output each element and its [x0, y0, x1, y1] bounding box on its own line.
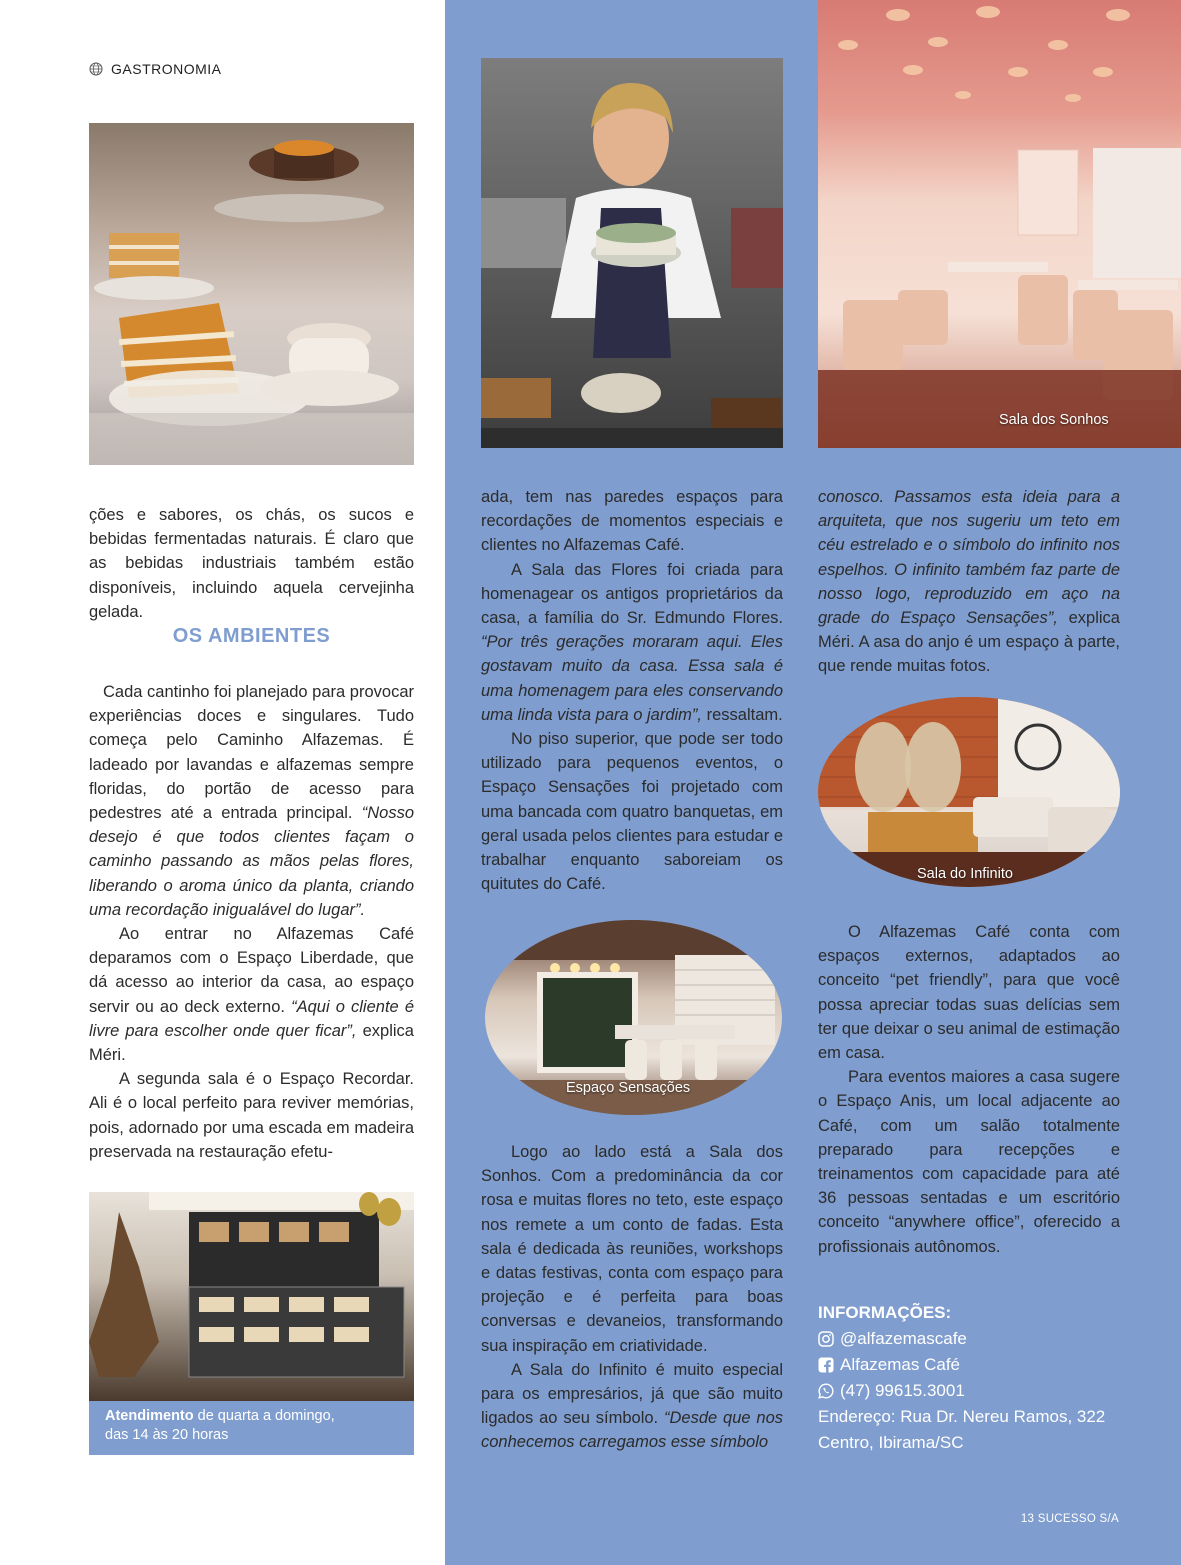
- cake-photo: [89, 123, 414, 465]
- right-paragraph-2: O Alfazemas Café conta com espaços externos, adaptados ao conceito “pet friendly”, para que você possa apreciar todas suas delícias sem ter que deixar o seu animal de estimação em casa.: [818, 923, 1120, 1063]
- info-title: INFORMAÇÕES:: [818, 1303, 952, 1322]
- chef-photo: [481, 58, 783, 448]
- whatsapp-icon: [818, 1383, 834, 1399]
- caption-sala-dos-sonhos: Sala dos Sonhos: [999, 412, 1109, 428]
- left-paragraph-2-quote: “Nosso desejo é que todos clientes façam o caminho passando as mãos pelas flores, liberando o aroma único da planta, criando uma recordação inigualável do lugar”.: [89, 804, 414, 919]
- middle-paragraph-2-quote: “Por três gerações moraram aqui. Eles gostavam muito da casa. Essa sala é uma homenagem para eles conservando uma linda vista para o jardim”,: [481, 633, 783, 724]
- left-paragraph-3: [89, 922, 414, 1067]
- middle-paragraph-5-text: A Sala do Infinito é muito especial para os empresários, já que são muito ligados ao seu símbolo.: [481, 1360, 783, 1428]
- left-paragraph-3-tail: explica Méri.: [89, 1021, 414, 1065]
- page-footer: 13 SUCESSO S/A: [1020, 1513, 1119, 1525]
- caption-espaco-sensacoes: Espaço Sensações: [566, 1080, 691, 1096]
- right-paragraph-1-tail: explica Méri. A asa do anjo é um espaço à parte, que rende muitas fotos.: [818, 609, 1120, 676]
- info-facebook[interactable]: [818, 1355, 960, 1375]
- middle-paragraph-5-quote: “Desde que nos conhecemos carregamos esse símbolo: [481, 1409, 783, 1452]
- section-title: GASTRONOMIA: [111, 61, 222, 77]
- atendimento-hours: das 14 às 20 horas: [105, 1427, 229, 1443]
- facebook-page[interactable]: Alfazemas Café: [840, 1355, 960, 1374]
- left-paragraph-3-text: Ao entrar no Alfazemas Café deparamos com o Espaço Liberdade, que dá acesso ao interior da casa, ao espaço servir ou ao deck externo.: [89, 925, 414, 1016]
- middle-column-top: [481, 485, 783, 896]
- left-column-top: [89, 503, 414, 624]
- middle-paragraph-4: Logo ao lado está a Sala dos Sonhos. Com a predominância da cor rosa e muitas flores no teto, este espaço nos remete a um conto de fadas. Esta sala é dedicada às reuniões, workshops e datas festivas, conta com espaço para projeção e é perfeita para boas conversas e devaneios, transformando sua inspiração em criatividade.: [481, 1143, 783, 1355]
- info-city: Centro, Ibirama/SC: [818, 1433, 964, 1452]
- right-paragraph-1: [818, 485, 1120, 679]
- caption-sala-do-infinito: Sala do Infinito: [917, 866, 1013, 882]
- middle-paragraph-1: ada, tem nas paredes espaços para recordações de momentos especiais e clientes no Alfazemas Café.: [481, 488, 783, 555]
- atendimento-box: [89, 1401, 414, 1455]
- whatsapp-number[interactable]: (47) 99615.3001: [840, 1381, 965, 1400]
- middle-paragraph-5: [481, 1358, 783, 1455]
- sala-dos-sonhos-photo: [818, 0, 1181, 448]
- info-instagram[interactable]: [818, 1329, 967, 1349]
- instagram-handle[interactable]: @alfazemascafe: [840, 1329, 967, 1348]
- heading-os-ambientes: OS AMBIENTES: [172, 625, 331, 647]
- section-header: [89, 61, 222, 77]
- atendimento-days: de quarta a domingo,: [197, 1408, 335, 1424]
- left-paragraph-2: [89, 680, 414, 922]
- sala-do-infinito-photo: [818, 697, 1120, 887]
- middle-column-bottom: [481, 1140, 783, 1455]
- info-address: Endereço: Rua Dr. Nereu Ramos, 322: [818, 1407, 1106, 1426]
- middle-paragraph-3: No piso superior, que pode ser todo utilizado para pequenos eventos, o Espaço Sensações foi projetado com uma bancada com quatro banquetas, em geral usada pelos clientes para estudar e trabalhar enquanto saboreiam os quitutes do Café.: [481, 730, 783, 894]
- right-paragraph-1-quote: conosco. Passamos esta ideia para a arquiteta, que nos sugeriu um teto em céu estrelado e o símbolo do infinito nos espelhos. O infinito também faz parte de nosso logo, reproduzido em aço na grade do Espaço Sensações”,: [818, 488, 1120, 628]
- globe-icon: [89, 62, 103, 76]
- facebook-icon: [818, 1357, 834, 1373]
- right-column-bottom: [818, 920, 1120, 1259]
- middle-paragraph-2: [481, 558, 783, 727]
- left-column-main: [89, 680, 414, 1164]
- middle-paragraph-2-text: A Sala das Flores foi criada para homenagear os antigos proprietários da casa, a família do Sr. Edmundo Flores.: [481, 560, 783, 628]
- left-paragraph-4: A segunda sala é o Espaço Recordar. Ali é o local perfeito para reviver memórias, pois, adornado por uma escada em madeira preservada na restauração efetu-: [89, 1070, 414, 1161]
- right-column-top: [818, 485, 1120, 679]
- right-paragraph-3: Para eventos maiores a casa sugere o Espaço Anis, um local adjacente ao Café, com um salão totalmente preparado para recepções e treinamentos com capacidade para até 36 pessoas sentadas e um escritório conceito “anywhere office”, oferecido a profissionais autônomos.: [818, 1068, 1120, 1256]
- left-paragraph-3-quote: “Aqui o cliente é livre para escolher onde quer ficar”,: [89, 997, 414, 1040]
- middle-paragraph-2-tail: ressaltam.: [706, 705, 783, 724]
- info-whatsapp[interactable]: [818, 1381, 965, 1401]
- atendimento-label: Atendimento: [105, 1408, 194, 1424]
- cafe-counter-photo: [89, 1192, 414, 1401]
- left-paragraph-2-text: Cada cantinho foi planejado para provocar experiências doces e singulares. Tudo começa pelo Caminho Alfazemas. É ladeado por lavandas e alfazemas sempre floridas, do portão de acesso para pedestres até a entrada principal.: [89, 683, 414, 823]
- left-paragraph-1: ções e sabores, os chás, os sucos e bebidas fermentadas naturais. É claro que as bebidas industriais também estão disponíveis, incluindo aquela cervejinha gelada.: [89, 506, 414, 621]
- instagram-icon: [818, 1331, 834, 1347]
